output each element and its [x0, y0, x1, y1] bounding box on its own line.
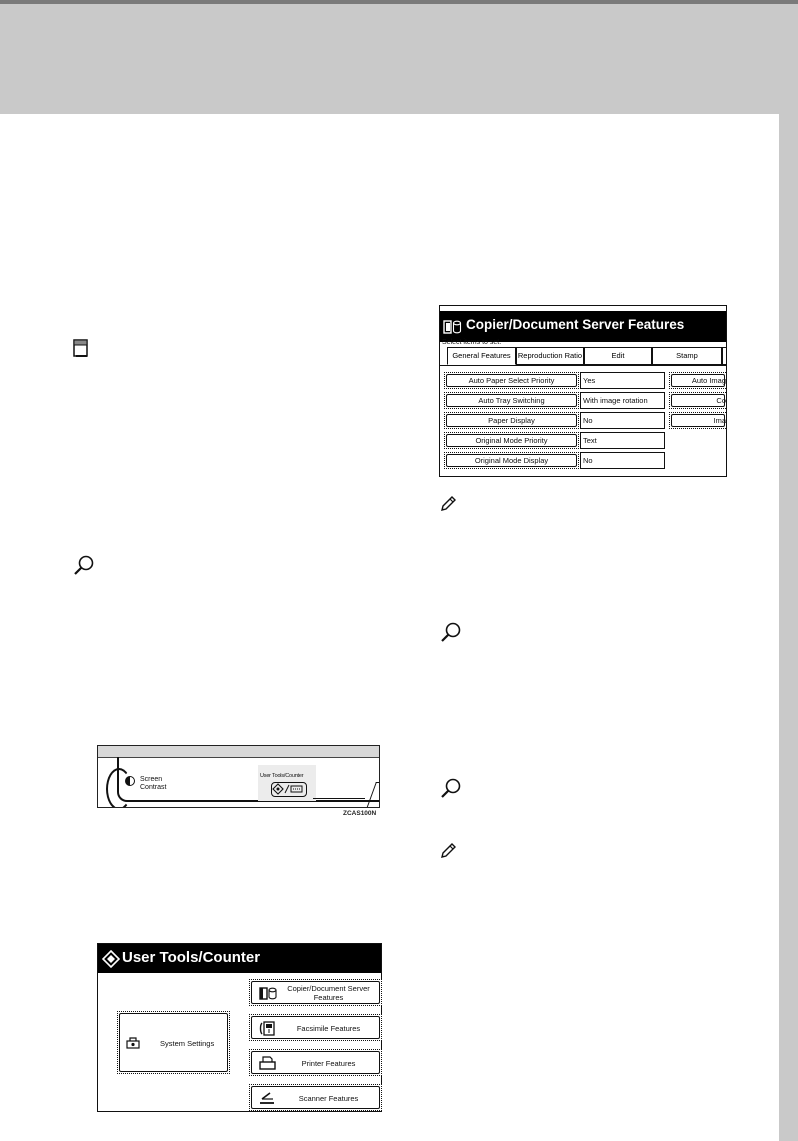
- screen-contrast-dial: [106, 768, 132, 808]
- paper-display-button[interactable]: Paper Display: [444, 412, 579, 429]
- facsimile-icon: [259, 1021, 275, 1041]
- tab-general-features[interactable]: General Features: [447, 347, 516, 365]
- scanner-features-button[interactable]: [249, 1084, 382, 1111]
- copier-features-label-2: Features: [313, 993, 344, 1002]
- user-tools-counter-key[interactable]: [271, 782, 307, 797]
- scanner-features-label: Scanner Features: [298, 1094, 359, 1103]
- copier-document-title-icon: [443, 320, 462, 339]
- copier-document-server-features-button[interactable]: [249, 979, 382, 1006]
- screen-contrast-label: Screen: [140, 776, 163, 783]
- copier-features-title-bar: [440, 311, 726, 342]
- original-mode-priority-value: Text: [580, 432, 665, 449]
- copy-quality-button[interactable]: Co: [669, 392, 726, 409]
- contrast-icon: [125, 776, 135, 786]
- system-settings-icon: [126, 1036, 140, 1051]
- screen-contrast-label-2: Contrast: [140, 784, 167, 791]
- original-mode-display-value: No: [580, 452, 665, 469]
- note-pencil-icon: [439, 495, 457, 518]
- image-density-button[interactable]: Ima: [669, 412, 726, 429]
- system-settings-button[interactable]: [117, 1011, 230, 1074]
- tab-baseline: [440, 365, 726, 366]
- reference-magnifier-icon-2: [439, 621, 463, 650]
- select-items-prompt: Select items to set.: [442, 339, 502, 346]
- figure-code: ZCAS100N: [343, 810, 377, 817]
- preparation-book-icon: [72, 338, 90, 363]
- page-header-band: [0, 4, 798, 114]
- copier-document-icon: [259, 987, 277, 1005]
- printer-icon: [259, 1056, 276, 1075]
- reference-magnifier-icon-3: [439, 777, 463, 806]
- tab-stamp[interactable]: Stamp: [652, 347, 722, 365]
- auto-paper-select-priority-button[interactable]: Auto Paper Select Priority: [444, 372, 579, 389]
- original-mode-display-button[interactable]: Original Mode Display: [444, 452, 579, 469]
- facsimile-features-label: Facsimile Features: [296, 1024, 361, 1033]
- user-tools-title: User Tools/Counter: [122, 949, 261, 966]
- note-pencil-icon-2: [439, 842, 457, 865]
- copier-features-title: Copier/Document Server Features: [466, 317, 685, 332]
- scanner-icon: [259, 1091, 275, 1110]
- auto-tray-switching-value: With image rotation: [580, 392, 665, 409]
- copier-features-label: Copier/Document Server: [287, 984, 370, 993]
- user-tools-title-bar: [98, 944, 381, 973]
- original-mode-priority-button[interactable]: Original Mode Priority: [444, 432, 579, 449]
- user-tools-icon: [102, 950, 120, 973]
- auto-tray-switching-button[interactable]: Auto Tray Switching: [444, 392, 579, 409]
- auto-paper-select-priority-value: Yes: [580, 372, 665, 389]
- tab-edit[interactable]: Edit: [584, 347, 652, 365]
- control-panel-illustration: [97, 745, 380, 808]
- tab-overflow[interactable]: [722, 347, 726, 365]
- panel-line: [313, 798, 365, 799]
- user-tools-key-label: User Tools/Counter: [260, 773, 304, 779]
- chapter-thumb-strip: [779, 114, 798, 1141]
- printer-features-button[interactable]: [249, 1049, 382, 1076]
- tab-reproduction-ratio[interactable]: Reproduction Ratio: [516, 347, 584, 365]
- reference-magnifier-icon: [72, 554, 96, 583]
- auto-image-density-button[interactable]: Auto Imag: [669, 372, 726, 389]
- system-settings-label: System Settings: [160, 1039, 215, 1048]
- printer-features-label: Printer Features: [301, 1059, 356, 1068]
- paper-display-value: No: [580, 412, 665, 429]
- facsimile-features-button[interactable]: [249, 1014, 382, 1041]
